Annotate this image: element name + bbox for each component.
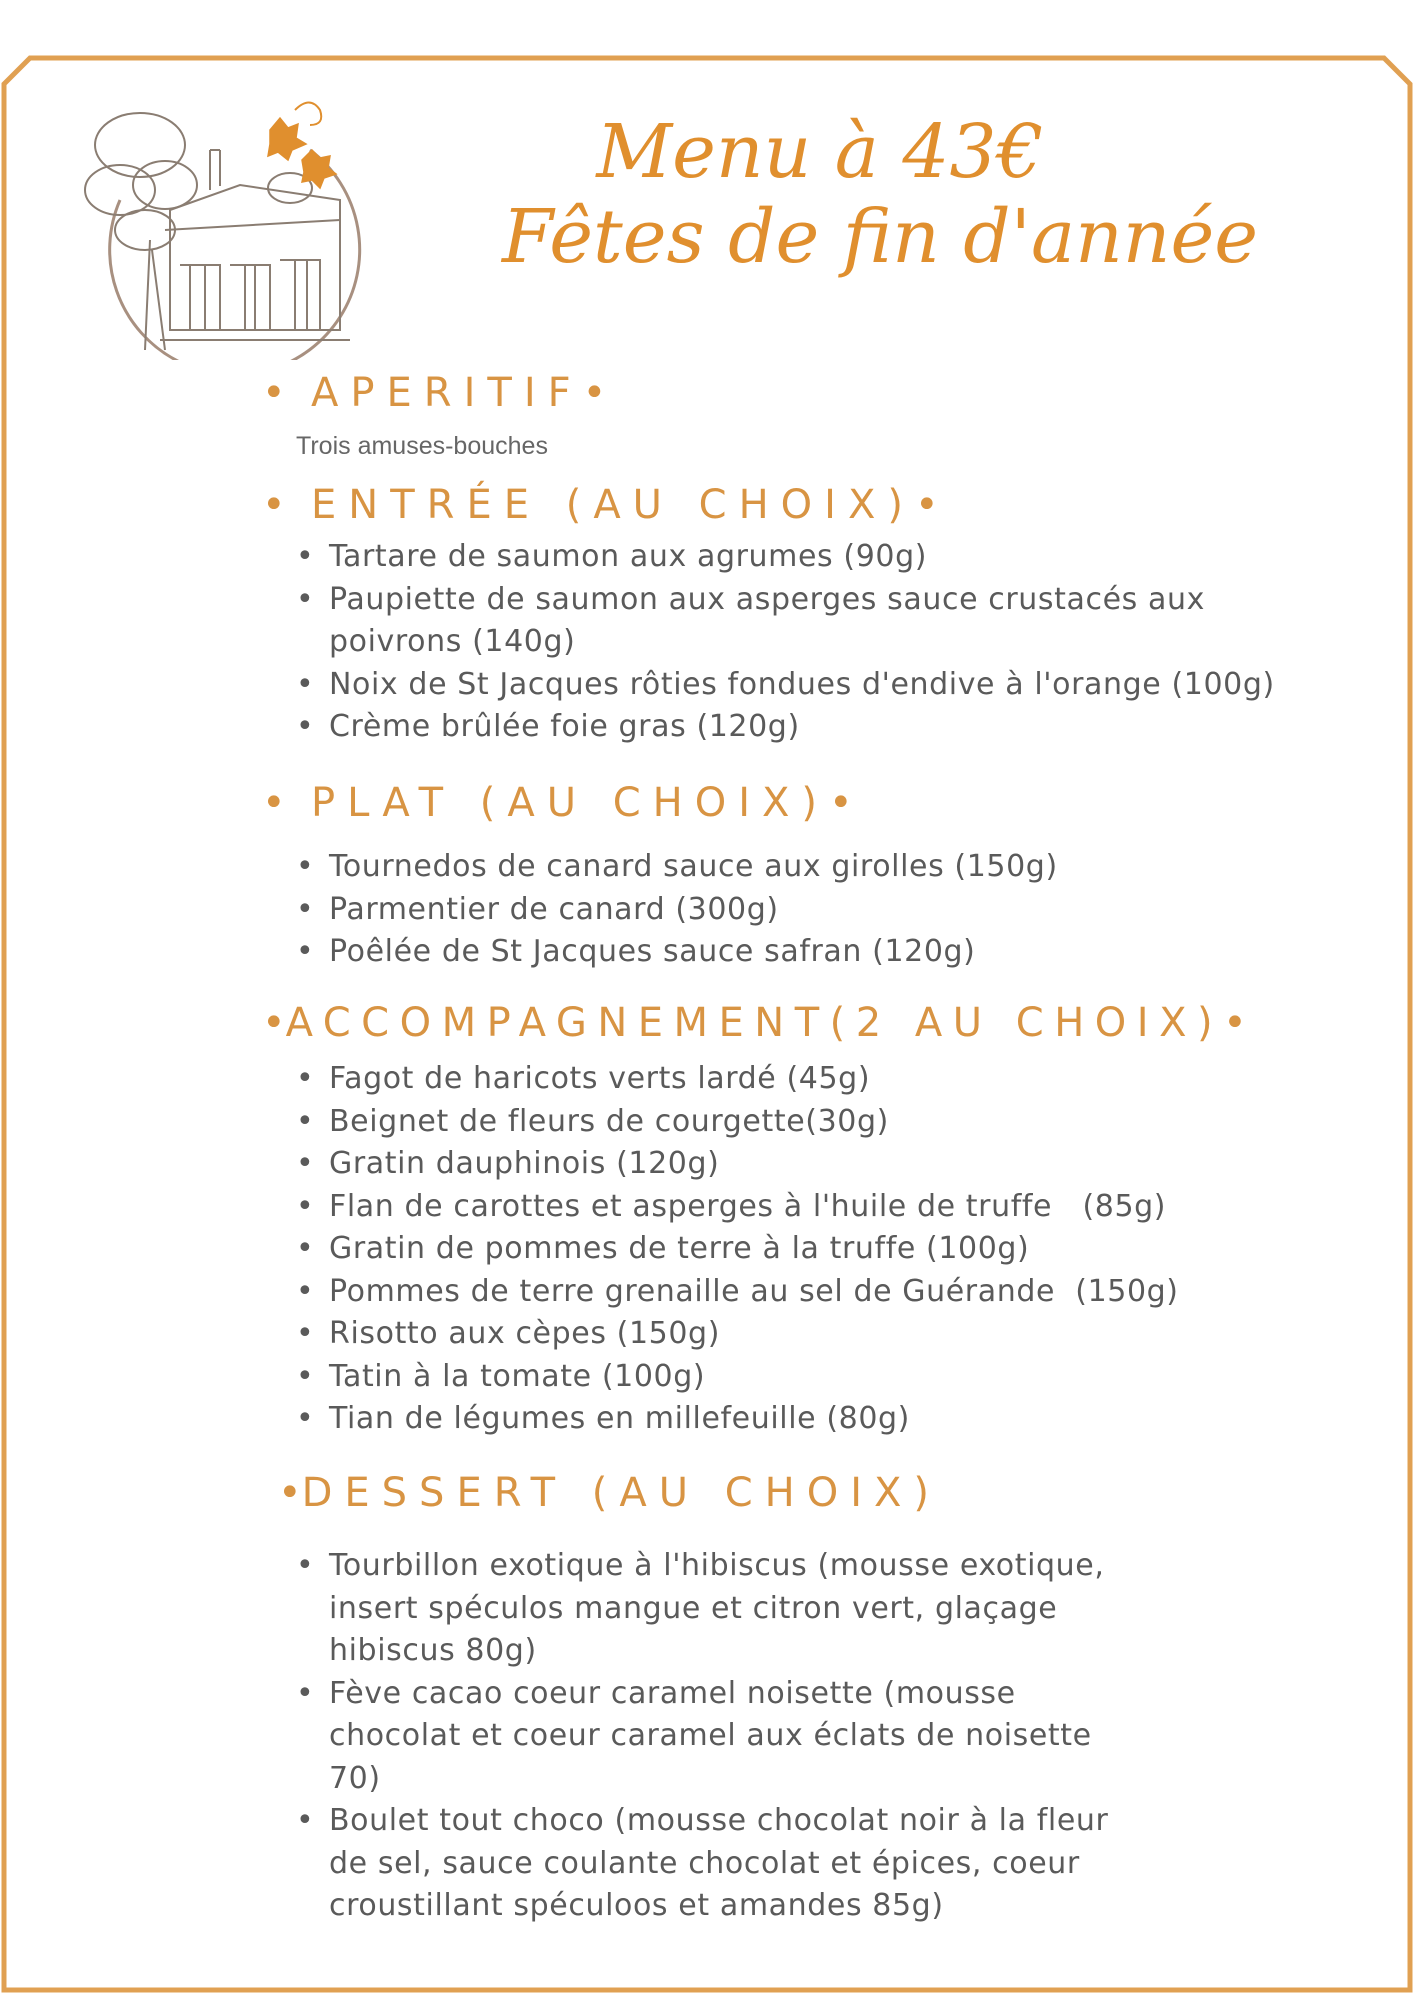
list-item: • Pommes de terre grenaille au sel de Guérande (150g): [329, 1271, 1309, 1314]
list-item: • Tartare de saumon aux agrumes (90g): [329, 536, 1309, 579]
house-tree-logo: [70, 90, 370, 360]
section-aperitif-title: APERITIF: [311, 370, 583, 416]
bullet-dot: •: [829, 780, 853, 826]
list-item: • Tatin à la tomate (100g): [329, 1356, 1309, 1399]
list-item: • Gratin dauphinois (120g): [329, 1143, 1309, 1186]
bullet-dot: •: [262, 780, 312, 826]
title-occasion-line: Fêtes de fin d'année: [501, 194, 1259, 281]
section-plat-heading: [262, 780, 853, 826]
list-item: • Poêlée de St Jacques sauce safran (120g): [329, 931, 1309, 974]
aperitif-description: Trois amuses-bouches: [296, 432, 548, 460]
list-item: • Flan de carottes et asperges à l'huile de truffe (85g): [329, 1186, 1309, 1229]
list-item: • Parmentier de canard (300g): [329, 889, 1309, 932]
section-aperitif-heading: [262, 370, 606, 416]
bullet-dot: •: [278, 1470, 302, 1516]
list-item: • Fève cacao coeur caramel noisette (mousse chocolat et coeur caramel aux éclats de noisette 70): [329, 1673, 1149, 1801]
section-dessert-heading: [278, 1470, 941, 1516]
plat-list: [296, 846, 1309, 974]
list-item: • Beignet de fleurs de courgette(30g): [329, 1101, 1309, 1144]
entree-list: [296, 536, 1309, 749]
list-item: • Crème brûlée foie gras (120g): [329, 706, 1309, 749]
bullet-dot: •: [582, 370, 607, 416]
list-item: • Boulet tout choco (mousse chocolat noir à la fleur de sel, sauce coulante chocolat et épices, coeur croustillant spéculoos et amandes 85g): [329, 1800, 1149, 1928]
bullet-dot: •: [262, 482, 312, 528]
section-plat-title: PLAT (AU CHOIX): [311, 780, 830, 826]
list-item: • Tournedos de canard sauce aux girolles (150g): [329, 846, 1309, 889]
bullet-dot: •: [1223, 1000, 1247, 1046]
dessert-list: [296, 1545, 1149, 1928]
menu-title: [500, 110, 1260, 280]
accompagnement-list: [296, 1058, 1309, 1441]
bullet-dot: •: [262, 1000, 286, 1046]
list-item: • Risotto aux cèpes (150g): [329, 1313, 1309, 1356]
list-item: • Tourbillon exotique à l'hibiscus (mousse exotique, insert spéculos mangue et citron vert, glaçage hibiscus 80g): [329, 1545, 1149, 1673]
bullet-dot: •: [914, 482, 939, 528]
section-entree-heading: [262, 482, 939, 528]
list-item: • Gratin de pommes de terre à la truffe (100g): [329, 1228, 1309, 1271]
bullet-dot: •: [262, 370, 312, 416]
section-dessert-title: DESSERT (AU CHOIX): [301, 1470, 942, 1516]
section-accompagnement-heading: [262, 1000, 1247, 1046]
section-accompagnement-title: ACCOMPAGNEMENT(2 AU CHOIX): [285, 1000, 1224, 1046]
section-entree-title: ENTRÉE (AU CHOIX): [311, 482, 915, 528]
title-price-line: Menu à 43€: [596, 109, 1044, 195]
list-item: • Tian de légumes en millefeuille (80g): [329, 1398, 1309, 1441]
list-item: • Noix de St Jacques rôties fondues d'endive à l'orange (100g): [329, 664, 1309, 707]
list-item: • Fagot de haricots verts lardé (45g): [329, 1058, 1309, 1101]
list-item: • Paupiette de saumon aux asperges sauce crustacés aux poivrons (140g): [329, 579, 1229, 664]
